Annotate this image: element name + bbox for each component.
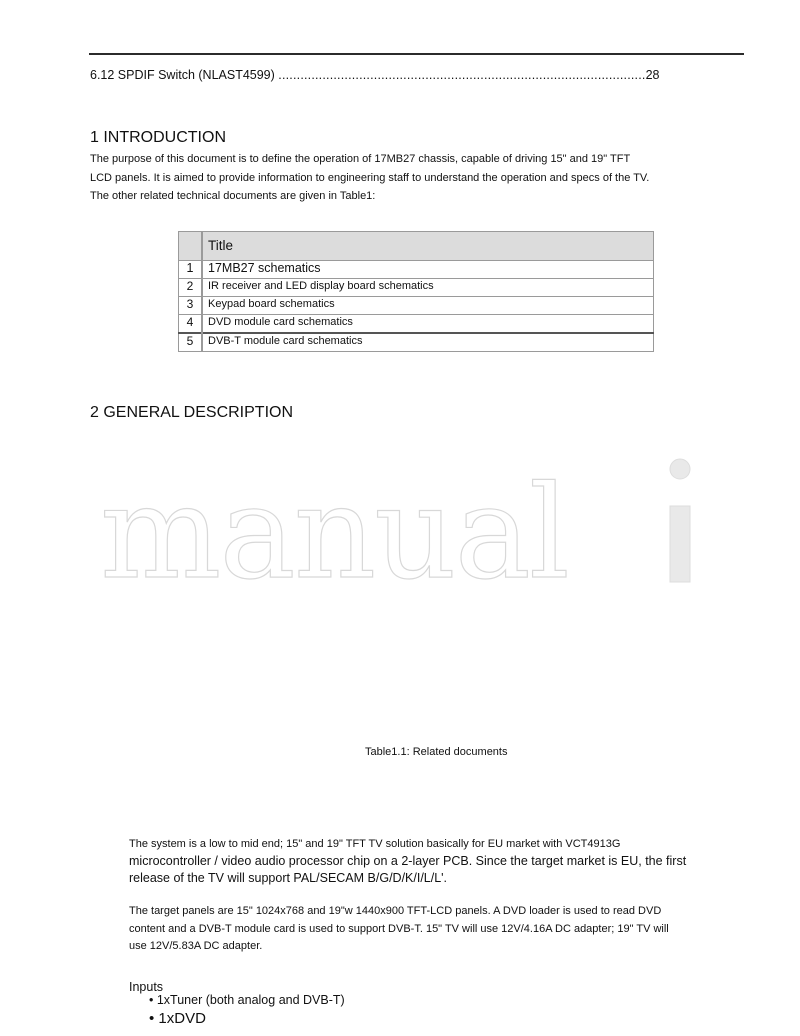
row-title: Keypad board schematics	[202, 297, 654, 315]
inputs-list-item: • 1xDVD	[149, 1010, 206, 1027]
table-row	[179, 315, 654, 334]
row-title: IR receiver and LED display board schematics	[202, 279, 654, 297]
system-paragraph-line2: microcontroller / video audio processor chip on a 2-layer PCB. Since the target market is EU, the first release of the TV will support PAL/SECAM B/G/D/K/I/L/L'.	[129, 854, 687, 885]
header-title-cell: Title	[202, 232, 654, 261]
row-title: DVD module card schematics	[202, 315, 654, 334]
introduction-heading: 1 INTRODUCTION	[90, 129, 226, 146]
table-row	[179, 297, 654, 315]
row-title: 17MB27 schematics	[202, 261, 654, 279]
table-header-row	[179, 232, 654, 261]
related-documents-table	[178, 231, 654, 352]
toc-entry-label: 6.12 SPDIF Switch (NLAST4599)	[90, 68, 279, 82]
inputs-label: Inputs	[129, 980, 164, 994]
watermark	[100, 455, 700, 585]
row-title: DVB-T module card schematics	[202, 333, 654, 352]
svg-text:manual: manual	[100, 459, 568, 585]
introduction-paragraph: The purpose of this document is to define the operation of 17MB27 chassis, capable of driving 15" and 19" TFT LCD panels. It is aimed to provide information to engineering staff to understand the operation and specs of the TV. The other related technical documents are given in Table1:	[90, 153, 650, 202]
general-description-heading: 2 GENERAL DESCRIPTION	[90, 404, 294, 421]
panels-paragraph: The target panels are 15" 1024x768 and 19"w 1440x900 TFT-LCD panels. A DVD loader is used to read DVD content and a DVB-T module card is used to support DVB-T. 15" TV will use 12V/4.16A DC adapter; 19" TV will use 12V/5.83A DC adapter.	[129, 905, 669, 952]
row-number: 5	[179, 333, 203, 352]
row-number: 3	[179, 297, 203, 315]
table-row	[179, 279, 654, 297]
header-num-cell	[179, 232, 203, 261]
watermark-logo-icon	[100, 455, 700, 585]
table-row	[179, 261, 654, 279]
row-number: 1	[179, 261, 203, 279]
system-paragraph-line1: The system is a low to mid end; 15" and 19" TFT TV solution basically for EU market with VCT4913G	[129, 838, 621, 850]
row-number: 2	[179, 279, 203, 297]
table-caption: Table1.1: Related documents	[365, 746, 508, 758]
toc-page-number: 28	[645, 68, 660, 82]
toc-leader-dots: ....................................................................................................	[278, 68, 646, 82]
inputs-list-item: • 1xTuner (both analog and DVB-T)	[149, 993, 345, 1007]
toc-entry[interactable]	[90, 67, 670, 83]
table-row	[179, 333, 654, 352]
header-rule	[89, 53, 744, 55]
system-paragraph	[129, 835, 729, 887]
row-number: 4	[179, 315, 203, 334]
